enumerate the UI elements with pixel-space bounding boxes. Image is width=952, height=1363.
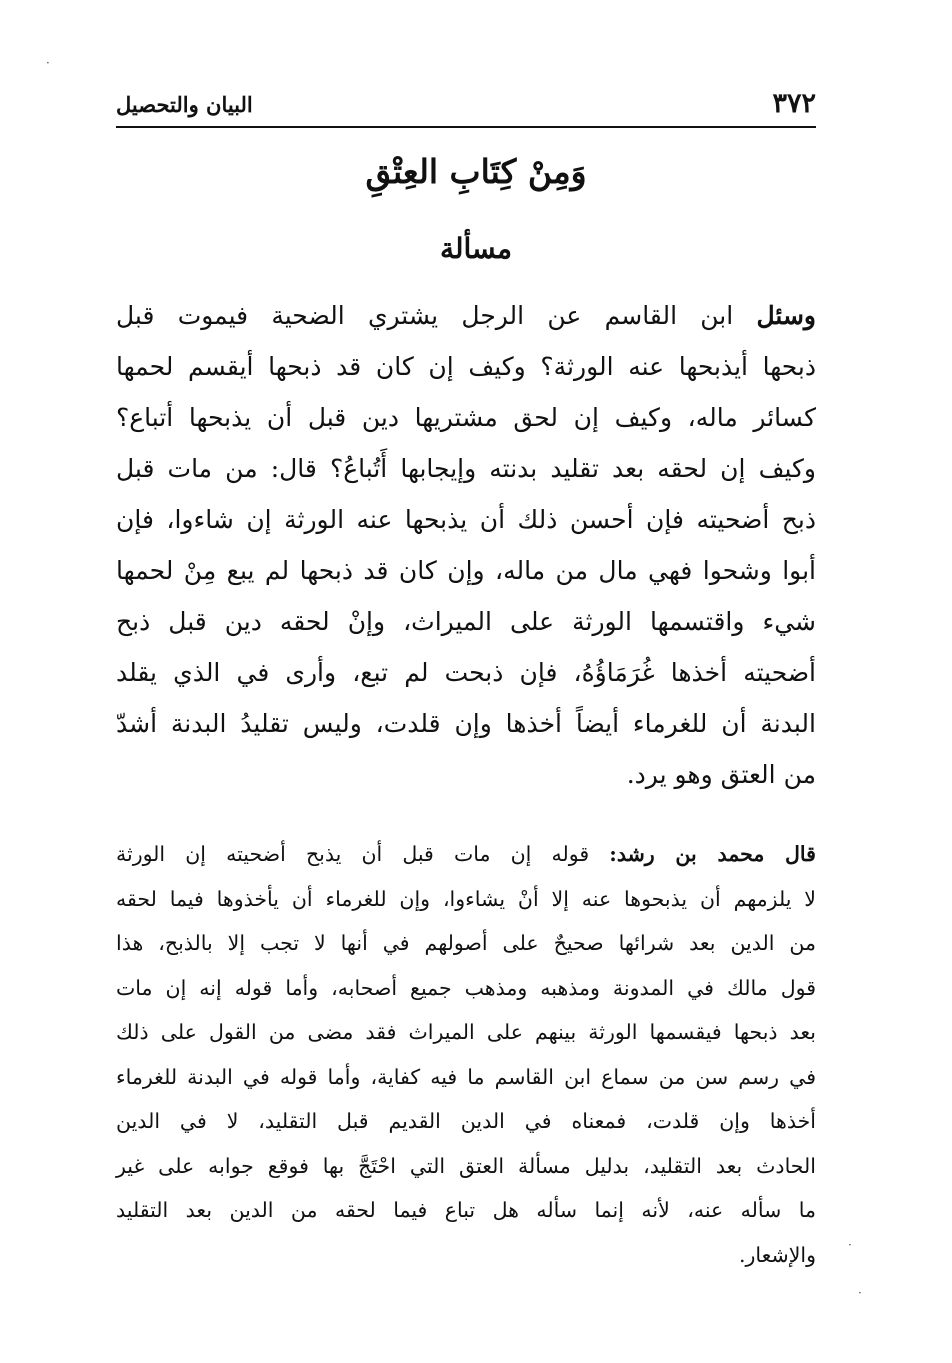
text-line: أبوا وشحوا فهي مال من ماله، وإن كان قد ذبحها لم يبع مِنْ لحمها bbox=[116, 556, 816, 585]
text-line bbox=[116, 832, 816, 877]
book-title: البيان والتحصيل bbox=[116, 92, 253, 117]
text-line: ذبحها أيذبحها عنه الورثة؟ وكيف إن كان قد ذبحها أيقسم لحمها bbox=[116, 352, 816, 381]
question-paragraph bbox=[116, 290, 816, 800]
text-line: أضحيته أخذها غُرَمَاؤُهُ، فإن ذبحت لم تبع، وأرى في الذي يقلد bbox=[116, 658, 816, 687]
chapter-title: وَمِنْ كِتَابِ العِتْقِ bbox=[365, 152, 587, 191]
running-header bbox=[116, 86, 816, 128]
scan-speck: · bbox=[848, 1238, 852, 1252]
page-number: ٣٧٢ bbox=[772, 88, 816, 119]
section-title: مسألة bbox=[439, 232, 513, 265]
text-line: الحادث بعد التقليد، بدليل مسألة العتق التي احْتَجَّ بها فوقع جوابه على غير bbox=[116, 1153, 816, 1178]
text-line: كسائر ماله، وكيف إن لحق مشتريها دين قبل أن يذبحها أتباع؟ bbox=[116, 403, 816, 432]
text-line: لا يلزمهم أن يذبحوها عنه إلا أنْ يشاءوا، وإن للغرماء أن يأخذوها فيما لحقه bbox=[116, 886, 816, 911]
text-line: بعد ذبحها فيقسمها الورثة بينهم على الميراث فقد مضى من القول على ذلك bbox=[116, 1020, 816, 1044]
text-line: ما سأله عنه، لأنه إنما سأله هل تباع فيما لحقه من الدين بعد التقليد bbox=[116, 1198, 816, 1222]
scan-speck: · bbox=[46, 56, 50, 70]
commentary-paragraph bbox=[116, 832, 816, 1277]
text-line: وكيف إن لحقه بعد تقليد بدنته وإيجابها أَتُباعُ؟ قال: من مات قبل bbox=[116, 454, 816, 483]
text-line: أخذها وإن قلدت، فمعناه في الدين القديم قبل التقليد، لا في الدين bbox=[116, 1109, 816, 1133]
text-line: في رسم سن من سماع ابن القاسم ما فيه كفاية، وأما قوله في البدنة للغرماء bbox=[116, 1064, 816, 1089]
question-line-text: ابن القاسم عن الرجل يشتري الضحية فيموت قبل bbox=[116, 301, 734, 330]
text-line: والإشعار. bbox=[738, 1242, 816, 1267]
text-line: شيء واقتسمها الورثة على الميراث، وإنْ لحقه دين قبل ذبح bbox=[116, 607, 816, 636]
text-line: قول مالك في المدونة ومذهبه ومذهب جميع أصحابه، وأما قوله إنه إن مات bbox=[116, 975, 816, 1000]
text-line: من العتق وهو يرد. bbox=[626, 760, 816, 789]
text-line: ذبح أضحيته فإن أحسن ذلك أن يذبحها عنه الورثة إن شاءوا، فإن bbox=[116, 505, 816, 534]
text-line: من الدين بعد شرائها صحيحٌ على أصولهم في أنها لا تجب إلا بالذبح، هذا bbox=[116, 931, 816, 955]
commentary-line-text: قوله إن مات قبل أن يذبح أضحيته إن الورثة bbox=[116, 842, 590, 866]
question-lead-word: وسئل bbox=[756, 301, 816, 330]
text-line: البدنة أن للغرماء أيضاً أخذها وإن قلدت، وليس تقليدُ البدنة أشدّ bbox=[116, 709, 816, 738]
scan-speck: · bbox=[858, 1286, 862, 1300]
commentary-lead: قال محمد بن رشد: bbox=[609, 842, 816, 866]
text-line bbox=[116, 290, 816, 341]
